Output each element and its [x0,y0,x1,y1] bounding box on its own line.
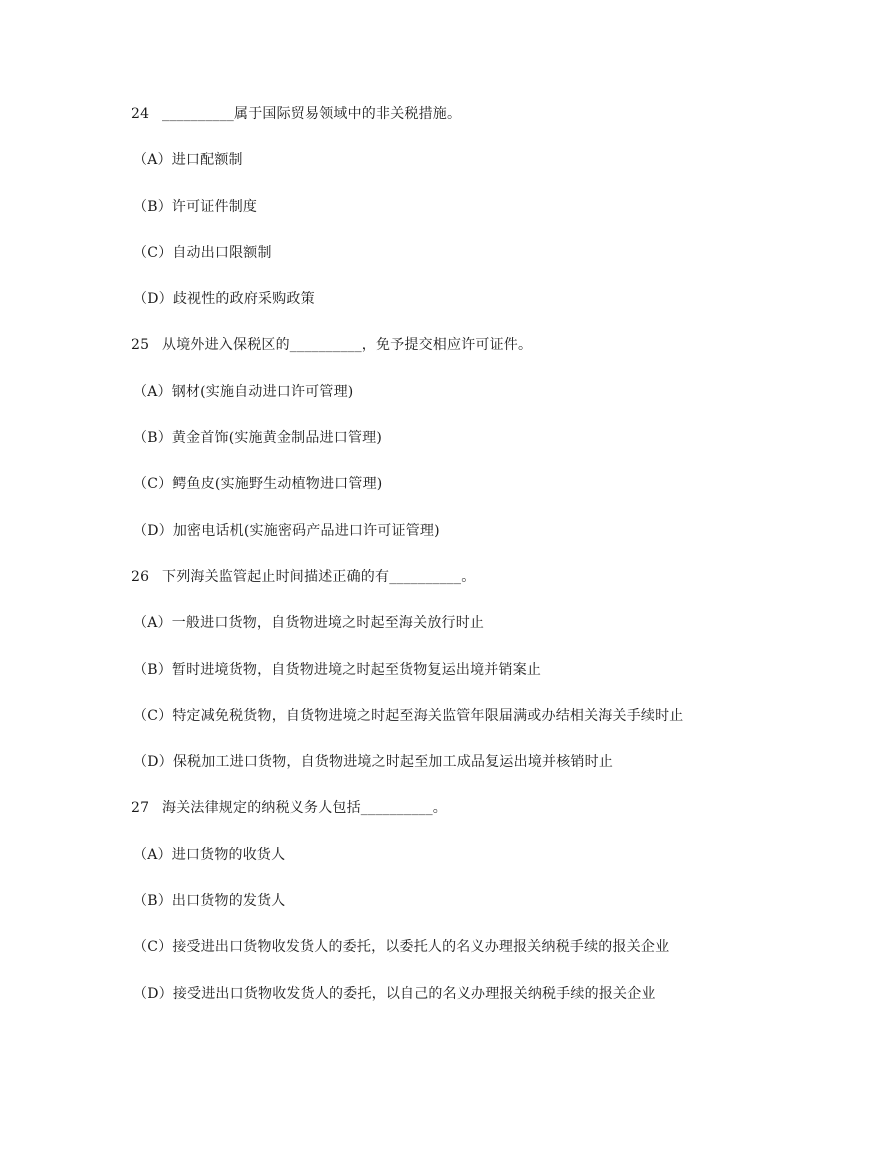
question-number: 27 [131,800,150,817]
option-text: 接受进出口货物收发货人的委托，以自己的名义办理报关纳税手续的报关企业 [172,985,656,1002]
option-text: 暂时进境货物，自货物进境之时起至货物复运出境并销案止 [171,661,542,678]
option-text: 黄金首饰(实施黄金制品进口管理) [171,430,383,447]
option-letter: （A） [133,152,172,169]
question-25-option-c [131,474,851,520]
question-24-option-c [131,243,851,289]
question-27-stem [131,798,851,844]
option-letter: （D） [133,522,173,539]
option-letter: （B） [133,430,172,447]
option-text: 钢材(实施自动进口许可管理) [171,383,354,400]
question-26-option-d [131,752,851,798]
option-letter: （D） [133,291,173,308]
question-26-option-b [131,660,851,706]
option-text: 一般进口货物，自货物进境之时起至海关放行时止 [171,615,485,632]
option-letter: （A） [133,846,172,863]
question-number: 26 [131,568,150,585]
question-27-option-d [131,984,851,1030]
option-text: 加密电话机(实施密码产品进口许可证管理) [172,522,440,539]
question-text: 下列海关监管起止时间描述正确的有__________。 [162,568,476,585]
question-26-option-a [131,613,851,659]
option-letter: （B） [133,661,172,678]
option-text: 特定减免税货物，自货物进境之时起至海关监管年限届满或办结相关海关手续时止 [172,707,684,724]
question-27-option-b [131,891,851,937]
question-25-stem [131,335,851,381]
option-letter: （B） [133,198,172,215]
option-text: 进口货物的收货人 [171,846,286,863]
option-letter: （A） [133,615,172,632]
option-letter: （C） [133,939,173,956]
question-26-stem [131,567,851,613]
option-text: 出口货物的发货人 [171,893,286,910]
question-27-option-c [131,937,851,983]
question-27-option-a [131,845,851,891]
question-24-stem [131,104,851,150]
option-letter: （D） [133,985,173,1002]
question-list [131,104,851,1030]
question-text: 从境外进入保税区的__________，免予提交相应许可证件。 [162,337,533,354]
option-letter: （D） [133,754,173,771]
question-number: 25 [131,337,150,354]
option-letter: （C） [133,476,173,493]
question-24-option-d [131,289,851,335]
option-letter: （B） [133,893,172,910]
question-text: 海关法律规定的纳税义务人包括__________。 [162,800,447,817]
option-letter: （A） [133,383,172,400]
option-letter: （C） [133,707,173,724]
question-24-option-a [131,150,851,196]
option-text: 许可证件制度 [171,198,258,215]
option-text: 保税加工进口货物，自货物进境之时起至加工成品复运出境并核销时止 [172,754,614,771]
option-text: 进口配额制 [171,152,243,169]
option-text: 自动出口限额制 [172,244,272,261]
option-letter: （C） [133,244,173,261]
question-25-option-a [131,382,851,428]
question-26-option-c [131,706,851,752]
question-number: 24 [131,106,150,122]
option-text: 接受进出口货物收发货人的委托，以委托人的名义办理报关纳税手续的报关企业 [172,939,670,956]
option-text: 歧视性的政府采购政策 [172,291,315,308]
question-24-option-b [131,197,851,243]
question-text: __________属于国际贸易领域中的非关税措施。 [162,106,462,122]
option-text: 鳄鱼皮(实施野生动植物进口管理) [172,476,383,493]
question-25-option-d [131,521,851,567]
question-25-option-b [131,428,851,474]
